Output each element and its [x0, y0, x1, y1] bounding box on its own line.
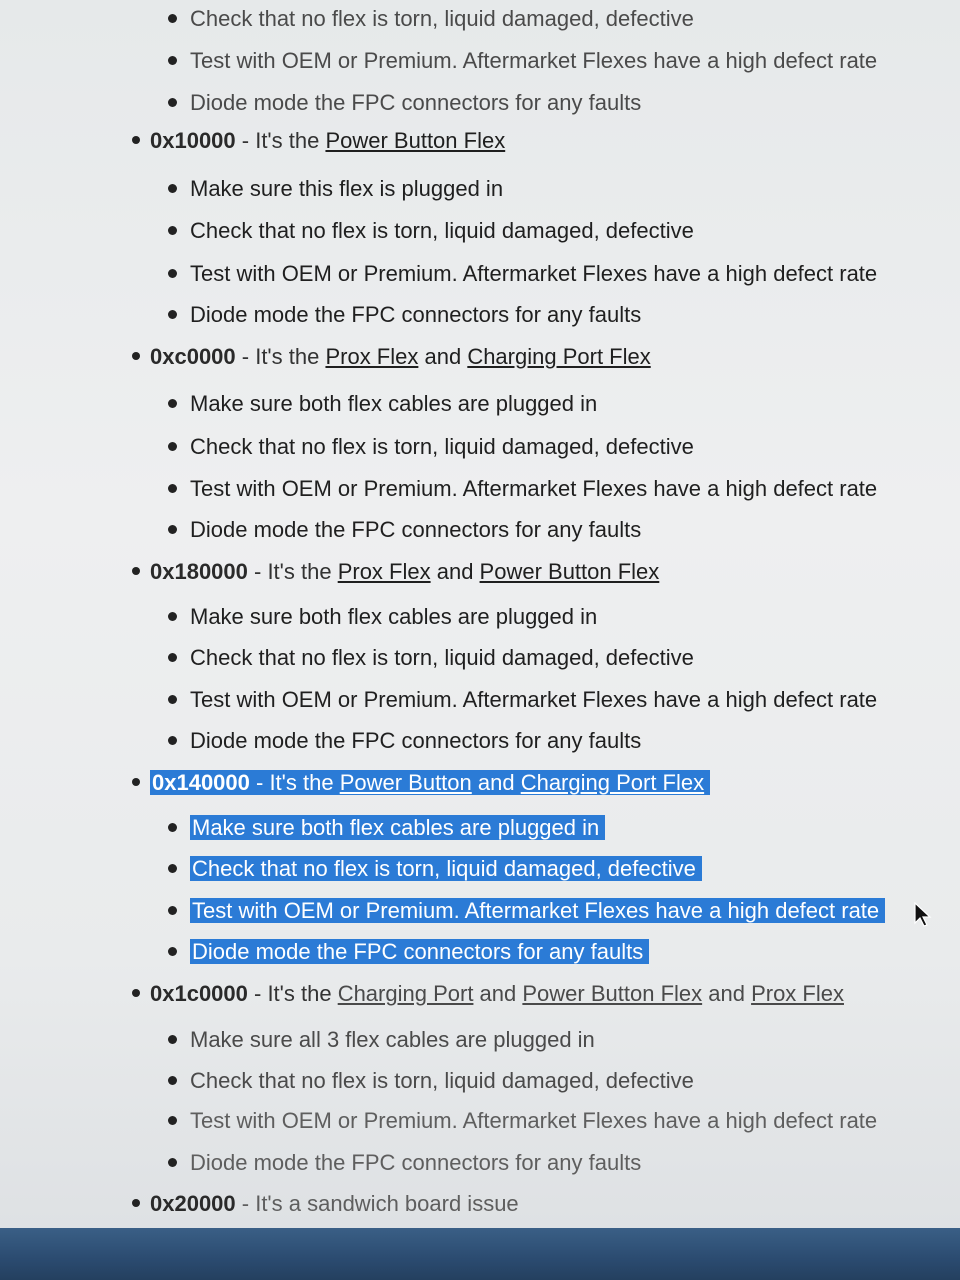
bullet-icon	[168, 653, 177, 662]
list-item-text: Check that no flex is torn, liquid damaged, defective	[190, 434, 694, 459]
error-code-item	[132, 555, 659, 589]
list-item	[168, 472, 877, 506]
list-item	[168, 724, 641, 758]
mouse-pointer-icon	[914, 902, 932, 928]
error-code: 0x10000	[150, 128, 236, 153]
list-item	[168, 44, 877, 78]
list-item-text: Check that no flex is torn, liquid damaged, defective	[190, 645, 694, 670]
list-item-text: Test with OEM or Premium. Aftermarket Flexes have a high defect rate	[190, 1108, 878, 1133]
charging-port-flex-link[interactable]: Charging Port Flex	[520, 770, 705, 795]
error-code-item	[132, 340, 651, 374]
prox-flex-link[interactable]: Prox Flex	[325, 344, 419, 369]
list-item	[168, 1104, 877, 1138]
bullet-icon	[168, 823, 177, 832]
taskbar	[0, 1228, 960, 1280]
list-item-text[interactable]: Diode mode the FPC connectors for any faults	[190, 939, 649, 964]
bullet-icon	[168, 56, 177, 65]
bullet-icon	[168, 525, 177, 534]
and-text: and	[418, 344, 468, 369]
list-item	[168, 1146, 641, 1180]
list-item	[168, 2, 694, 36]
error-code: 0xc0000	[150, 344, 236, 369]
bullet-icon	[132, 567, 140, 575]
description-text: - It's the	[235, 128, 326, 153]
bullet-icon	[132, 1199, 140, 1207]
list-item-text: Diode mode the FPC connectors for any faults	[190, 517, 642, 542]
selected-text[interactable]	[150, 770, 710, 795]
list-item-text: Check that no flex is torn, liquid damaged, defective	[190, 6, 694, 31]
bullet-icon	[168, 399, 177, 408]
list-item	[168, 257, 877, 291]
error-code-item	[132, 977, 844, 1011]
bullet-icon	[168, 226, 177, 235]
list-item-text: Diode mode the FPC connectors for any faults	[190, 302, 642, 327]
list-item	[168, 600, 597, 634]
bullet-icon	[168, 1035, 177, 1044]
list-item	[168, 214, 694, 248]
bullet-icon	[168, 1076, 177, 1085]
list-item	[168, 172, 503, 206]
bullet-icon	[168, 442, 177, 451]
description-text: - It's the	[235, 344, 326, 369]
bullet-icon	[168, 269, 177, 278]
description-text: - It's a sandwich board issue	[235, 1191, 519, 1216]
bullet-icon	[132, 352, 140, 360]
error-code: 0x180000	[150, 559, 248, 584]
list-item-text: Check that no flex is torn, liquid damaged, defective	[190, 218, 694, 243]
description-text: - It's the	[247, 981, 338, 1006]
error-code: 0x20000	[150, 1191, 236, 1216]
list-item	[168, 1023, 595, 1057]
list-item-text: Make sure this flex is plugged in	[190, 176, 504, 201]
list-item-text: Test with OEM or Premium. Aftermarket Flexes have a high defect rate	[190, 261, 878, 286]
bullet-icon	[168, 98, 177, 107]
list-item	[168, 387, 597, 421]
bullet-icon	[168, 1116, 177, 1125]
bullet-icon	[132, 136, 140, 144]
error-code-item	[132, 124, 505, 158]
bullet-icon	[168, 906, 177, 915]
error-code: 0x1c0000	[150, 981, 248, 1006]
list-item-selected	[168, 852, 702, 886]
list-item-text: Make sure both flex cables are plugged in	[190, 391, 598, 416]
list-item-text: Diode mode the FPC connectors for any faults	[190, 728, 642, 753]
bullet-icon	[168, 310, 177, 319]
charging-port-link[interactable]: Charging Port	[337, 981, 474, 1006]
list-item-text: Make sure both flex cables are plugged in	[190, 604, 598, 629]
bullet-icon	[168, 184, 177, 193]
bullet-icon	[168, 695, 177, 704]
list-item	[168, 298, 641, 332]
bullet-icon	[168, 864, 177, 873]
list-item-text: Test with OEM or Premium. Aftermarket Flexes have a high defect rate	[190, 476, 878, 501]
bullet-icon	[168, 736, 177, 745]
list-item	[168, 430, 694, 464]
list-item	[168, 641, 694, 675]
power-button-flex-link[interactable]: Power Button Flex	[479, 559, 660, 584]
list-item-text: Diode mode the FPC connectors for any faults	[190, 90, 642, 115]
list-item-text[interactable]: Check that no flex is torn, liquid damaged, defective	[190, 856, 702, 881]
list-item-selected	[168, 811, 605, 845]
power-button-link[interactable]: Power Button	[339, 770, 472, 795]
list-item	[168, 86, 641, 120]
error-code-item	[132, 1187, 519, 1221]
and-text: and	[702, 981, 752, 1006]
list-item-text: Test with OEM or Premium. Aftermarket Flexes have a high defect rate	[190, 48, 878, 73]
error-code: 0x140000	[152, 770, 250, 795]
bullet-icon	[168, 1158, 177, 1167]
list-item	[168, 683, 877, 717]
bullet-icon	[168, 484, 177, 493]
list-item-text: Make sure all 3 flex cables are plugged in	[190, 1027, 595, 1052]
list-item-text: Diode mode the FPC connectors for any faults	[190, 1150, 642, 1175]
power-button-flex-link[interactable]: Power Button Flex	[522, 981, 703, 1006]
bullet-icon	[132, 989, 140, 997]
description-text: - It's the	[247, 559, 338, 584]
error-code-item-selected	[132, 766, 710, 800]
and-text: and	[473, 981, 523, 1006]
list-item-selected	[168, 935, 649, 969]
list-item-text: Check that no flex is torn, liquid damaged, defective	[190, 1068, 694, 1093]
and-text: and	[471, 770, 521, 795]
power-button-flex-link[interactable]: Power Button Flex	[325, 128, 506, 153]
prox-flex-link[interactable]: Prox Flex	[751, 981, 844, 1006]
bullet-icon	[168, 14, 177, 23]
and-text: and	[430, 559, 480, 584]
list-item-text[interactable]: Make sure both flex cables are plugged in	[190, 815, 605, 840]
description-text: - It's the	[249, 770, 340, 795]
bullet-icon	[132, 778, 140, 786]
charging-port-flex-link[interactable]: Charging Port Flex	[467, 344, 651, 369]
list-item-text[interactable]: Test with OEM or Premium. Aftermarket Flexes have a high defect rate	[190, 898, 885, 923]
prox-flex-link[interactable]: Prox Flex	[337, 559, 431, 584]
list-item-selected	[168, 894, 885, 928]
list-item-text: Test with OEM or Premium. Aftermarket Flexes have a high defect rate	[190, 687, 878, 712]
bullet-icon	[168, 612, 177, 621]
list-item	[168, 1064, 694, 1098]
list-item	[168, 513, 641, 547]
bullet-icon	[168, 947, 177, 956]
